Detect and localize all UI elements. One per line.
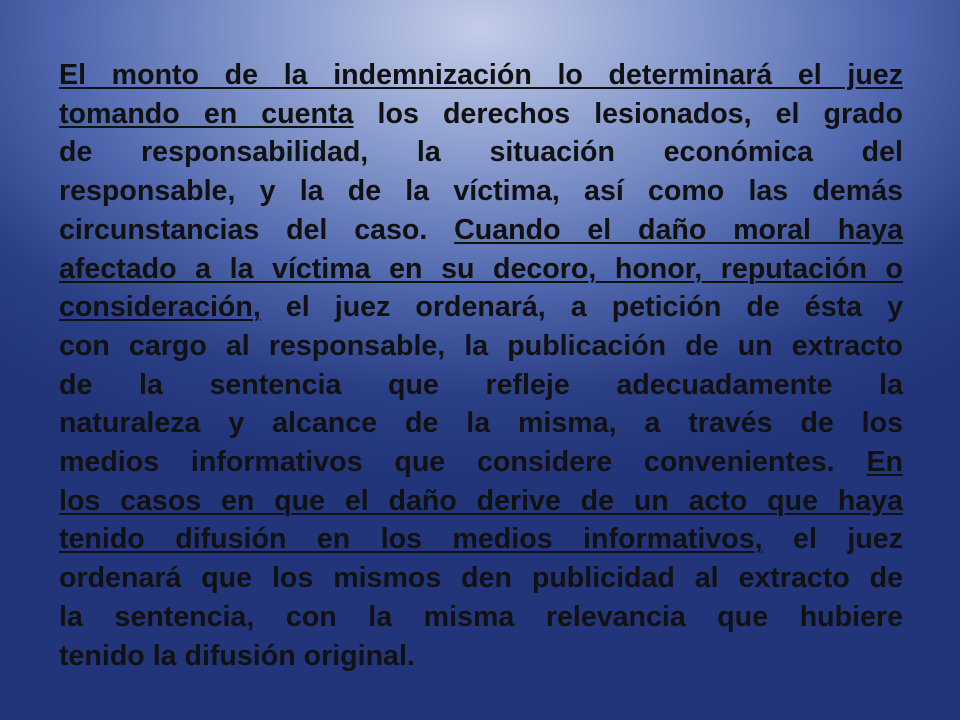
underlined-text: consideración, [59,291,261,324]
text-segment: naturaleza y alcance de la misma, a través de los [59,407,903,440]
text-line [59,95,903,134]
text-segment: los derechos lesionados, el grado [353,97,903,130]
body-paragraph [59,56,903,675]
text-line [59,133,903,172]
text-segment: tenido la difusión original. [59,639,415,672]
underlined-text: afectado a la víctima en su decoro, honor, reputación o [59,252,903,285]
underlined-text: En [866,446,903,479]
text-line [59,250,903,289]
underlined-text: los casos en que el daño derive de un acto que haya [59,484,903,517]
text-line [59,637,903,676]
underlined-text: Cuando el daño moral haya [454,213,903,246]
text-line [59,443,903,482]
text-segment: con cargo al responsable, la publicación de un extracto [59,329,903,362]
text-line [59,482,903,521]
text-line [59,559,903,598]
text-line [59,56,903,95]
text-line [59,366,903,405]
text-segment: de la sentencia que refleje adecuadamente la [59,368,903,401]
text-segment: ordenará que los mismos den publicidad al extracto de [59,562,903,595]
text-line [59,327,903,366]
text-line [59,211,903,250]
text-line [59,172,903,211]
underlined-text: El monto de la indemnización lo determinará el juez [59,59,903,91]
text-segment: el juez [762,523,903,556]
text-segment: la sentencia, con la misma relevancia que hubiere [59,600,903,633]
text-segment: responsable, y la de la víctima, así como las demás [59,175,903,208]
text-line [59,520,903,559]
text-segment: de responsabilidad, la situación económica del [59,136,903,169]
underlined-text: tomando en cuenta [59,97,354,130]
text-line [59,288,903,327]
text-segment: circunstancias del caso. [59,213,455,246]
text-segment: medios informativos que considere convenientes. [59,446,867,479]
underlined-text: tenido difusión en los medios informativos, [59,523,763,556]
text-line [59,598,903,637]
text-segment: el juez ordenará, a petición de ésta y [260,291,903,324]
text-line [59,404,903,443]
